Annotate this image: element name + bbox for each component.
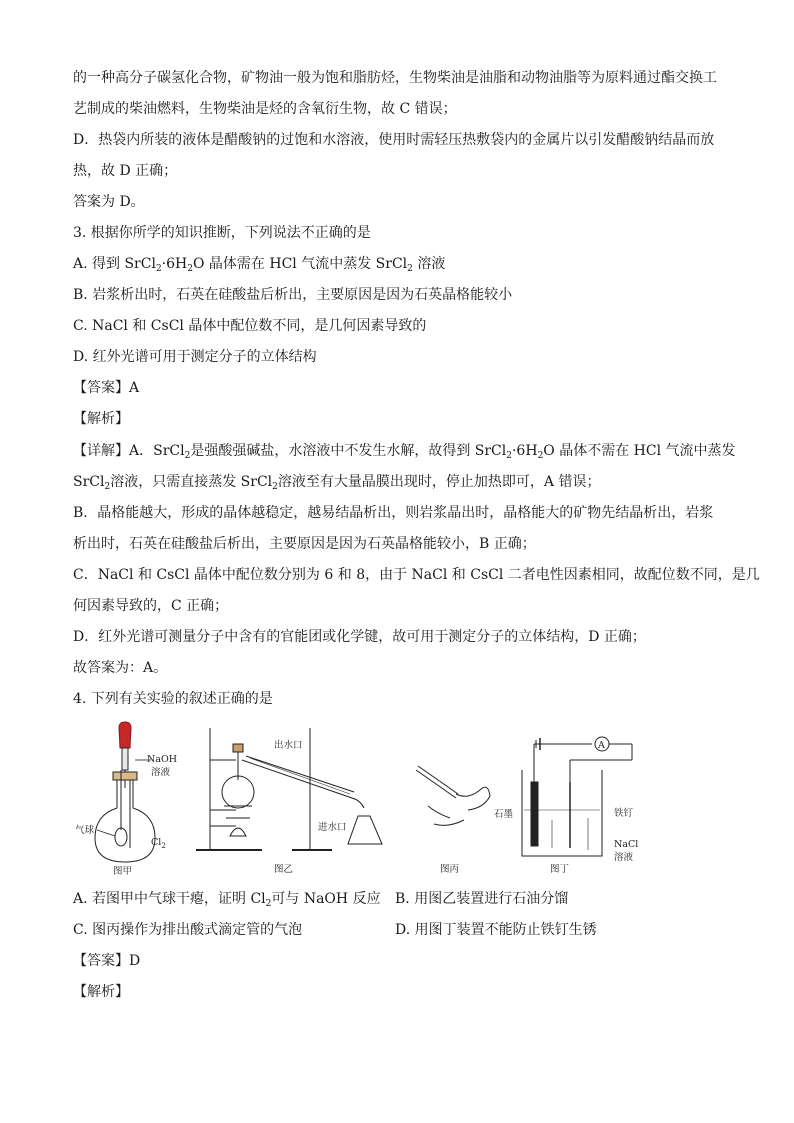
figure-bing	[408, 720, 498, 879]
analysis-line: 析出时，石英在硅酸盐后析出，主要原因是因为石英晶格能较小，B 正确；	[73, 536, 536, 552]
water-inlet-label: 进水口	[318, 822, 347, 833]
nacl-solution-label: 溶液	[614, 852, 634, 863]
question-4-stem: 4. 下列有关实验的叙述正确的是	[73, 691, 273, 707]
question-3-option-b: B. 岩浆析出时，石英在硅酸盐后析出，主要原因是因为石英晶格能较小	[73, 287, 513, 303]
question-4-option-b: B. 用图乙装置进行石油分馏	[395, 891, 569, 907]
question-4-option-a: A. 若图甲中气球干瘪，证明 $Cl_2$可与 NaOH 反应	[73, 891, 381, 909]
figure-ding-caption: 图丁	[550, 864, 570, 875]
ammeter-label: A	[598, 740, 605, 751]
text-line: 的一种高分子碳氢化合物，矿物油一般为饱和脂肪烃，生物柴油是油脂和动物油脂等为原料通过酯交换工	[73, 70, 717, 86]
question-3-stem: 3. 根据你所学的知识推断，下列说法不正确的是	[73, 225, 371, 241]
figure-jia	[75, 720, 185, 879]
graphite-label: 石墨	[494, 809, 514, 820]
burette-operation-drawing	[416, 766, 490, 825]
naoh-label: NaOH	[147, 754, 178, 765]
naoh-solution-label: 溶液	[151, 767, 171, 778]
analysis-line: B．晶格能越大，形成的晶体越稳定，越易结晶析出，则岩浆晶出时，晶格能大的矿物先结晶析出，岩浆	[73, 505, 714, 521]
analysis-line: C．NaCl 和 CsCl 晶体中配位数分别为 6 和 8，由于 NaCl 和 CsCl 二者电性因素相同，故配位数不同，是几	[73, 567, 760, 583]
question-4-analysis-heading: 【解析】	[73, 984, 129, 1000]
balloon-label: 气球	[75, 825, 95, 836]
question-4-option-c: C. 图丙操作为排出酸式滴定管的气泡	[73, 922, 303, 938]
analysis-line: 何因素导致的，C 正确；	[73, 598, 229, 614]
question-4-answer: 【答案】D	[73, 953, 141, 969]
water-outlet-label: 出水口	[274, 740, 303, 751]
text-line: 艺制成的柴油燃料，生物柴油是烃的含氧衍生物，故 C 错误；	[73, 101, 457, 117]
figure-bing-caption: 图丙	[440, 864, 460, 875]
cl2-label: $Cl_2$	[151, 837, 166, 850]
text-line: 热，故 D 正确；	[73, 163, 178, 179]
question-3-option-d: D. 红外光谱可用于测定分子的立体结构	[73, 349, 317, 365]
figure-yi	[192, 720, 397, 879]
question-4-option-d: D. 用图丁装置不能防止铁钉生锈	[395, 922, 597, 938]
analysis-line: 【详解】A．SrCl$_2$是强酸强碱盐，水溶液中不发生水解，故得到 $SrCl_2\cdot 6H_2O$ 晶体不需在 HCl 气流中蒸发	[73, 443, 736, 461]
analysis-line: D．红外光谱可测量分子中含有的官能团或化学键，故可用于测定分子的立体结构，D 正确；	[73, 629, 646, 645]
iron-nail-label: 铁钉	[614, 808, 634, 819]
analysis-conclusion: 故答案为：A。	[73, 660, 168, 676]
analysis-line: SrCl$_2$溶液，只需直接蒸发 SrCl$_2$溶液至有大量晶膜出现时，停止加热即可，A 错误；	[73, 474, 601, 492]
question-3-answer: 【答案】A	[73, 380, 140, 396]
flask-with-balloon-drawing	[95, 722, 155, 862]
nacl-label: NaCl	[614, 839, 639, 850]
question-3-option-c: C. NaCl 和 CsCl 晶体中配位数不同，是几何因素导致的	[73, 318, 427, 334]
figure-jia-caption: 图甲	[113, 866, 133, 877]
figure-yi-caption: 图乙	[274, 864, 294, 875]
answer-conclusion: 答案为 D。	[73, 194, 145, 210]
text-line: D．热袋内所装的液体是醋酸钠的过饱和水溶液，使用时需轻压热敷袋内的金属片以引发醋酸钠结晶而放	[73, 132, 715, 148]
question-3-option-a: A. 得到 $SrCl_2\cdot 6H_2O$ 晶体需在 HCl 气流中蒸发 SrCl$_2$ 溶液	[73, 256, 446, 274]
question-3-analysis-heading: 【解析】	[73, 411, 129, 427]
figure-ding	[492, 720, 652, 879]
